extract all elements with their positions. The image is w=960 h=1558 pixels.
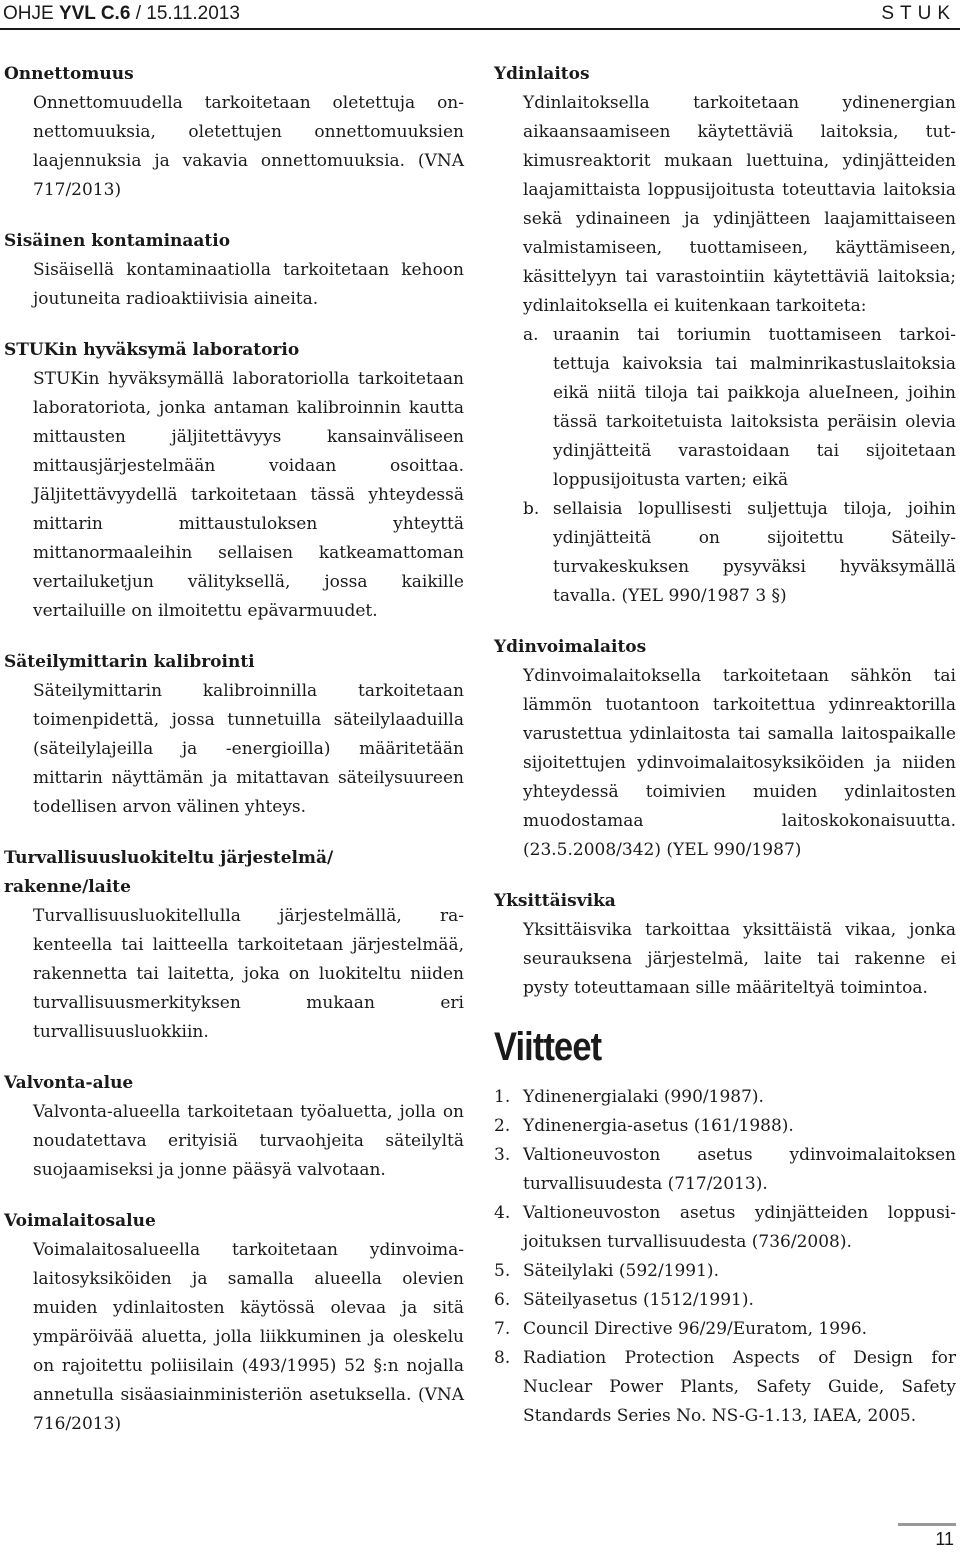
references-list [494,1083,956,1431]
term-yksittaisvika [494,887,956,1003]
list-item [523,321,956,495]
reference-number: 1. [494,1087,511,1107]
reference-number: 7. [494,1319,511,1339]
list-marker: a. [523,325,539,345]
reference-item [494,1315,956,1344]
reference-text: Säteilylaki (592/1991). [523,1261,719,1281]
term-voimalaitosalue [4,1207,464,1439]
reference-text: Ydinenergia-asetus (161/1988). [523,1116,794,1136]
term-sisainen-kontaminaatio [4,227,464,314]
reference-number: 5. [494,1261,511,1281]
term-ydinlaitos [494,60,956,611]
exclusion-list [523,321,956,611]
term-definition: Sisäisellä kontaminaatiolla tarkoitetaan kehoon joutuneita radioaktiivisia aineita. [33,260,464,309]
reference-number: 8. [494,1348,511,1368]
reference-number: 3. [494,1145,511,1165]
page-number: 11 [935,1529,954,1549]
reference-number: 4. [494,1203,511,1223]
term-title: Sisäinen kontaminaatio [4,231,231,251]
reference-number: 6. [494,1290,511,1310]
term-turvallisuusluokiteltu [4,844,464,1047]
term-definition: Säteilymittarin kalibroinnilla tarkoitetaan toimenpidettä, jossa tunnetuilla säteilylaaduilla (säteilylajeilla ja -energioilla) määritetään mittarin näyttämän ja mitattavan säteilysuureen todellisen arvon välinen yhteys. [33,681,464,817]
term-definition: Voimalaitosalueella tarkoitetaan ydinvoimalaitosyksiköiden ja samalla alueella olevien muiden ydinlaitosten käytössä olevaa ja sitä ympäröivää aluetta, jolla liikkuminen ja oleskelu on rajoitettu poliisilain (493/1995) 52 §:n nojalla annetulla sisäasiainministeriön asetuksella. (VNA 716/2013) [33,1240,464,1434]
term-stukin-laboratorio [4,336,464,626]
reference-text: Council Directive 96/29/Euratom, 1996. [523,1319,868,1339]
reference-item [494,1199,956,1257]
reference-number: 2. [494,1116,511,1136]
term-definition [494,89,956,611]
term-title: Voimalaitosalue [4,1211,156,1231]
reference-item [494,1083,956,1112]
term-title: Onnettomuus [4,64,134,84]
term-kalibrointi [4,648,464,822]
page-number-rule [898,1523,956,1526]
term-title: Yksittäisvika [494,891,616,911]
publisher-name: STUK [881,3,956,24]
reference-item [494,1141,956,1199]
term-title: Ydinvoimalaitos [494,637,647,657]
term-title: Valvonta-alue [4,1073,134,1093]
reference-item [494,1257,956,1286]
reference-text: Ydinenergialaki (990/1987). [523,1087,764,1107]
term-onnettomuus [4,60,464,205]
list-marker: b. [523,499,540,519]
list-text: sellaisia lopullisesti suljettuja tiloja, joihin ydinjätteitä on sijoitettu Säteilyturvakeskuksen pysyväksi hyväksymällä tavalla. (YEL 990/1987 3 §) [553,499,956,606]
header-rule [0,28,960,30]
references-heading: Viitteet [494,1025,602,1069]
doc-prefix: OHJE [3,3,59,24]
reference-item [494,1286,956,1315]
term-title: Turvallisuusluokiteltu järjestelmä/ rakenne/laite [4,848,334,897]
term-definition: Yksittäisvika tarkoittaa yksittäistä vikaa, jonka seurauksena järjestelmä, laite tai rakenne ei pysty toteuttamaan sille määriteltyä toimintoa. [523,920,956,998]
term-definition: Onnettomuudella tarkoitetaan oletettuja onnettomuuksia, oletettujen onnettomuuksien laajennuksia ja vakavia onnettomuuksia. (VNA 717/2013) [33,93,464,200]
reference-text: Radiation Protection Aspects of Design for Nuclear Power Plants, Safety Guide, Safety Standards Series No. NS-G-1.13, IAEA, 2005. [523,1348,956,1426]
term-definition: Turvallisuusluokitellulla järjestelmällä, rakenteella tai laitteella tarkoitetaan järjestelmää, rakennetta tai laitetta, joka on luokiteltu niiden turvallisuusmerkityksen mukaan eri turvallisuusluokkiin. [33,906,464,1042]
term-definition: Valvonta-alueella tarkoitetaan työaluetta, jolla on noudatettava erityisiä turvaohjeita säteilyltä suojaamiseksi ja jonne pääsyä valvotaan. [33,1102,464,1180]
doc-date: / 15.11.2013 [130,3,240,24]
reference-text: Valtioneuvoston asetus ydinvoimalaitoksen turvallisuudesta (717/2013). [523,1145,956,1194]
term-valvonta-alue [4,1069,464,1185]
term-definition: STUKin hyväksymällä laboratoriolla tarkoitetaan laboratoriota, jonka antaman kalibroinnin kautta mittausten jäljitettävyys kansainväliseen mittausjärjestelmään voidaan osoittaa. Jäljitettävyydellä tarkoitetaan tässä yhteydessä mittarin mittaustuloksen yhteyttä mittanormaaleihin sellaisen katkeamattoman vertailuketjun välityksellä, jossa kaikille vertailuille on ilmoitettu epävarmuudet. [33,369,464,621]
reference-item [494,1344,956,1431]
document-id [3,2,240,26]
reference-item [494,1112,956,1141]
left-column [4,60,464,1461]
term-ydinvoimalaitos [494,633,956,865]
right-column [494,60,956,1431]
term-title: STUKin hyväksymä laboratorio [4,340,300,360]
list-item [523,495,956,611]
page-header [0,0,960,32]
doc-code: YVL C.6 [58,3,131,24]
term-intro: Ydinlaitoksella tarkoitetaan ydinenergian aikaansaamiseen käytettäviä laitoksia, tutkimusreaktorit mukaan luettuina, ydinjätteiden laajamittaista loppusijoitusta toteuttavia laitoksia sekä ydinaineen ja ydinjätteen laajamittaiseen valmistamiseen, tuottamiseen, käyttämiseen, käsittelyyn tai varastointiin käytettäviä laitoksia; ydinlaitoksella ei kuitenkaan tarkoiteta: [523,93,956,316]
term-definition: Ydinvoimalaitoksella tarkoitetaan sähkön tai lämmön tuotantoon tarkoitettua ydinreaktorilla varustettua ydinlaitosta tai samalla laitospaikalle sijoitettujen ydinvoimalaitosyksiköiden ja niiden yhteydessä toimivien muiden ydinlaitosten muodostamaa laitoskokonaisuutta. (23.5.2008/342) (YEL 990/1987) [523,666,956,860]
list-text: uraanin tai toriumin tuottamiseen tarkoitettuja kaivoksia tai malminrikastuslaitoksia eikä niitä tiloja tai paikkoja alueIneen, joihin tässä tarkoitetuista laitoksista peräisin olevia ydinjätteitä varastoidaan tai sijoitetaan loppusijoitusta varten; eikä [553,325,956,490]
term-title: Säteilymittarin kalibrointi [4,652,255,672]
reference-text: Valtioneuvoston asetus ydinjätteiden loppusijoituksen turvallisuudesta (736/2008). [523,1203,956,1252]
reference-text: Säteilyasetus (1512/1991). [523,1290,754,1310]
term-title: Ydinlaitos [494,64,590,84]
